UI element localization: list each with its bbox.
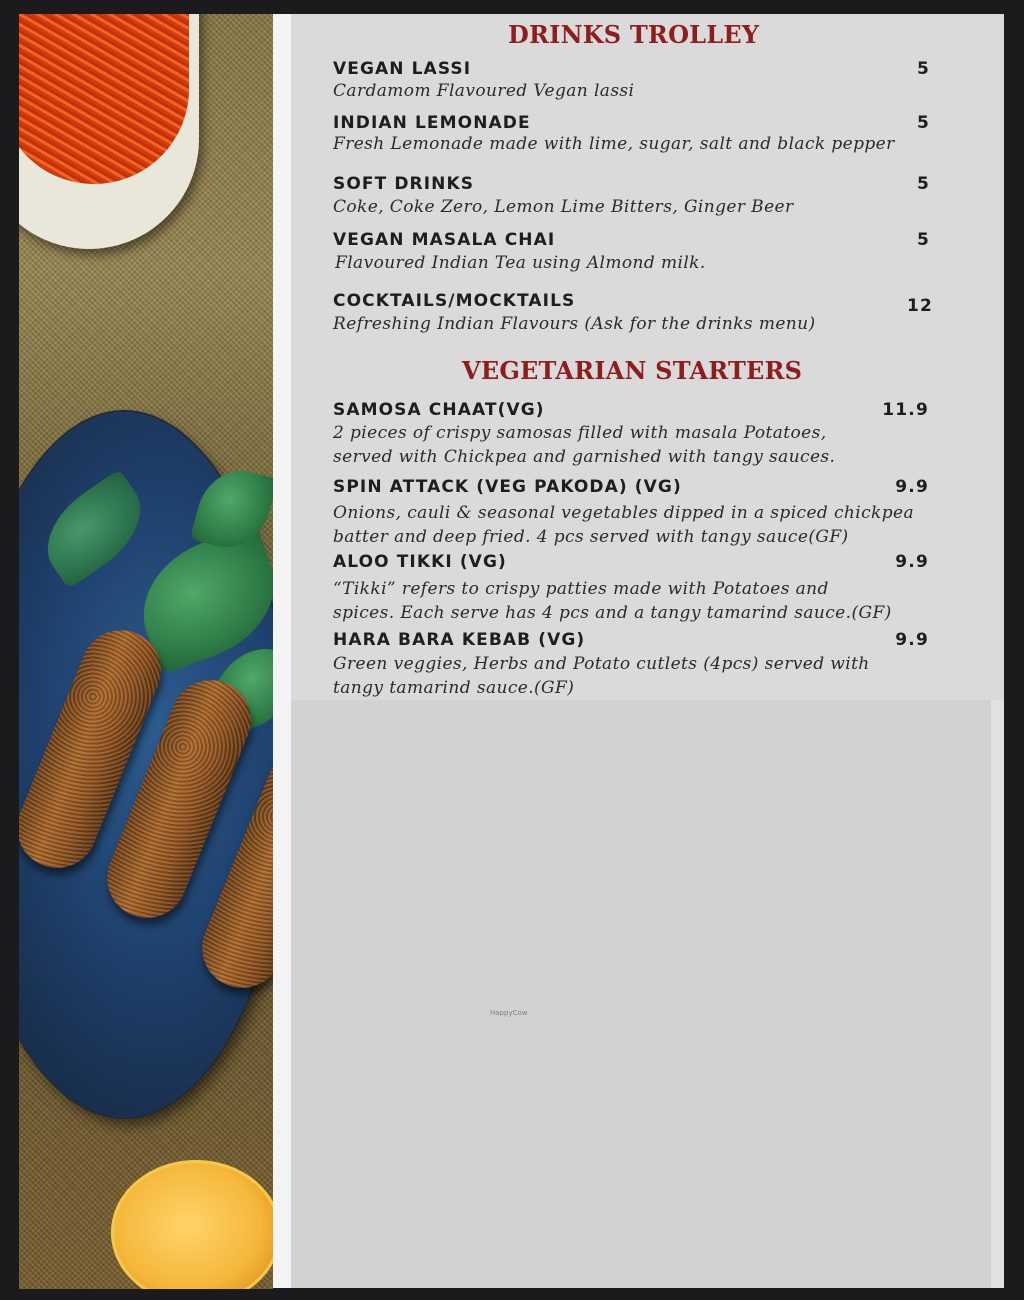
menu-item-description: Green veggies, Herbs and Potato cutlets (4pcs) served with [333, 654, 870, 674]
menu-item-description: tangy tamarind sauce.(GF) [333, 678, 575, 698]
lemon-half [111, 1160, 273, 1289]
menu-item-name: SPIN ATTACK (VEG PAKODA) (VG) [333, 477, 682, 497]
menu-item-price: 11.9 [882, 400, 929, 420]
watermark: HappyCow [490, 1009, 528, 1017]
menu-item-description: Fresh Lemonade made with lime, sugar, salt and black pepper [333, 134, 895, 154]
menu-item-description: Onions, cauli & seasonal vegetables dipped in a spiced chickpea [333, 503, 915, 523]
menu-item-price: 5 [916, 174, 930, 194]
menu-item-name: SOFT DRINKS [333, 174, 475, 194]
menu-item-name: INDIAN LEMONADE [333, 113, 531, 133]
menu-item-description: spices. Each serve has 4 pcs and a tangy tamarind sauce.(GF) [333, 603, 892, 623]
menu-item-price: 9.9 [895, 630, 929, 650]
menu-item-name: HARA BARA KEBAB (VG) [333, 630, 586, 650]
empty-panel-area [291, 700, 991, 1288]
menu-item-description: Cardamom Flavoured Vegan lassi [333, 81, 635, 101]
divider [273, 14, 291, 1288]
menu-item-description: 2 pieces of crispy samosas filled with masala Potatoes, [333, 423, 827, 443]
menu-item-description: “Tikki” refers to crispy patties made with Potatoes and [333, 579, 829, 599]
menu-item-description: Coke, Coke Zero, Lemon Lime Bitters, Ginger Beer [333, 197, 794, 217]
food-photo [19, 14, 273, 1289]
panel-edge [991, 700, 1004, 1288]
menu-item-price: 5 [916, 230, 930, 250]
menu-item-price: 5 [916, 113, 930, 133]
menu-item-name: ALOO TIKKI (VG) [333, 552, 507, 572]
menu-item-name: VEGAN MASALA CHAI [333, 230, 556, 250]
drinks-heading: DRINKS TROLLEY [508, 20, 760, 49]
menu-item-name: COCKTAILS/MOCKTAILS [333, 291, 576, 311]
menu-item-price: 12 [906, 296, 933, 316]
starters-heading: VEGETARIAN STARTERS [462, 356, 803, 385]
menu-item-name: VEGAN LASSI [333, 59, 472, 79]
menu-item-description: served with Chickpea and garnished with tangy sauces. [333, 447, 836, 467]
menu-item-description: Refreshing Indian Flavours (Ask for the drinks menu) [333, 314, 816, 334]
menu-item-price: 9.9 [895, 477, 929, 497]
menu-item-price: 9.9 [895, 552, 929, 572]
menu-item-description: batter and deep fried. 4 pcs served with tangy sauce(GF) [333, 527, 849, 547]
menu-item-name: SAMOSA CHAAT(VG) [333, 400, 545, 420]
menu-item-price: 5 [916, 59, 930, 79]
menu-item-description: Flavoured Indian Tea using Almond milk. [335, 253, 706, 273]
